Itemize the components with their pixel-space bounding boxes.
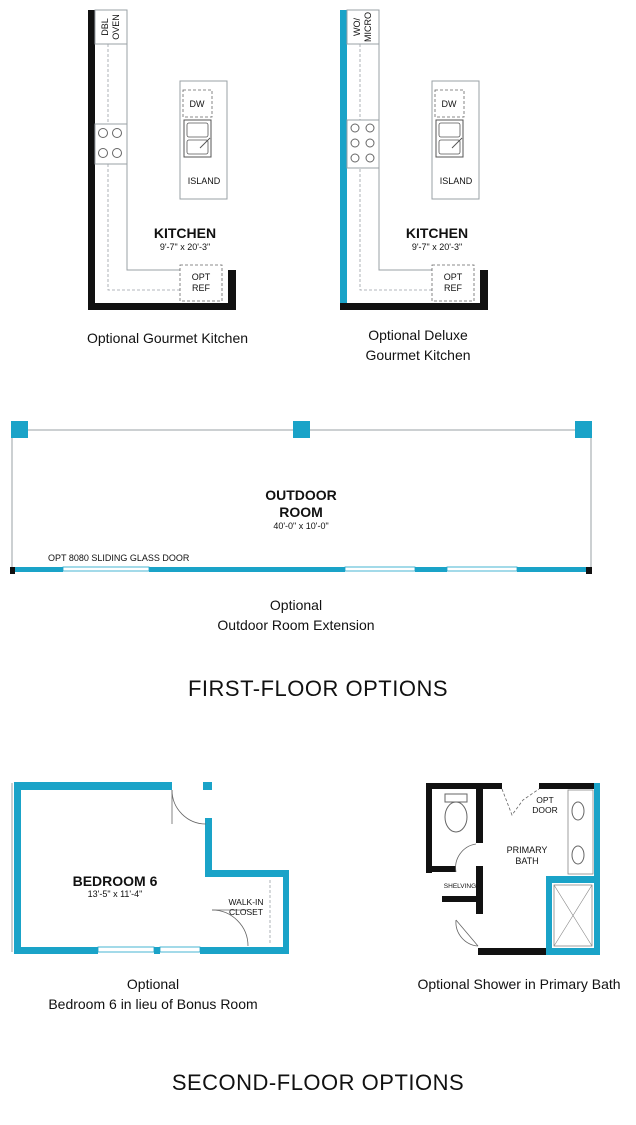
outdoor-room-caption [176,595,416,635]
bedroom-south-wall [200,947,289,954]
closet-north-wall [205,870,289,877]
bedroom-6-plan [12,782,289,954]
bedroom-east-wall [205,818,212,870]
toilet-door-swing-icon [456,844,476,872]
toilet-room-south-wall [426,866,456,872]
bedroom-6-caption [20,974,286,1014]
outdoor-room-plan [10,421,592,574]
column-post [293,421,310,438]
deluxe-kitchen-caption [320,325,516,365]
kitchen-west-wall [88,10,95,310]
toilet-tank [445,794,467,802]
double-oven-label-1: DBL [100,18,110,36]
wall-end [586,567,592,574]
gourmet-kitchen-caption: Optional Gourmet Kitchen [86,330,249,346]
wall-oven-label-1: WO/ [352,18,362,36]
bedroom-north-wall-stub [203,782,212,790]
kitchen-title: KITCHEN [405,225,469,241]
bath-south-wall [478,948,546,955]
dishwasher-label: DW [441,99,457,109]
wall-oven-label-2: MICRO [363,12,373,42]
kitchen-size: 9'-7" x 20'-3" [411,242,463,252]
door-swing-icon [172,790,206,824]
second-floor-options-title: SECOND-FLOOR OPTIONS [171,1070,465,1095]
toilet-icon [445,802,467,832]
kitchen-size: 9'-7" x 20'-3" [159,242,211,252]
closet-label-1: WALK-IN [228,897,264,907]
outdoor-room-caption-line-2: Outdoor Room Extension [217,617,375,633]
sliding-glass-door [63,567,149,571]
bedroom-south-wall [14,947,98,954]
opt-door-label-2: DOOR [532,805,558,815]
primary-bath-title-2: BATH [515,856,539,866]
outdoor-room-title-1: OUTDOOR [265,487,337,503]
window [345,567,415,571]
bedroom-6-caption-line-1: Optional [126,976,180,992]
kitchen-south-wall [88,303,236,310]
primary-bath-caption: Optional Shower in Primary Bath [417,976,621,992]
primary-bath-title-1: PRIMARY [506,845,548,855]
shelving-south-wall [442,896,483,902]
primary-bath-plan [426,783,600,955]
bath-east-wall [594,783,600,955]
optional-refrigerator-label-1: OPT [443,272,463,282]
kitchen-west-wall-highlight [340,10,347,310]
bedroom-title: BEDROOM 6 [72,873,158,889]
sliding-door-label: OPT 8080 SLIDING GLASS DOOR [48,553,190,563]
outdoor-wall-segment [149,567,345,572]
bedroom-south-wall [154,947,160,954]
window [160,947,200,952]
kitchen-title: KITCHEN [153,225,217,241]
optional-refrigerator-label-2: REF [444,283,462,293]
outdoor-wall-segment [15,567,63,572]
kitchen-east-wall-stub [480,270,488,310]
optional-refrigerator-label-1: OPT [191,272,211,282]
island-label: ISLAND [439,176,473,186]
deluxe-kitchen-caption-line-1: Optional Deluxe [368,327,468,343]
island-label: ISLAND [187,176,221,186]
toilet-room-wall [476,783,483,843]
bath-west-wall [426,783,432,873]
wall-end [10,567,15,574]
outdoor-wall-segment [517,567,586,572]
deluxe-kitchen-plan [340,10,488,310]
outdoor-room-title-2: ROOM [279,504,323,520]
double-oven-label-2: OVEN [111,14,121,40]
bath-north-wall [426,783,502,789]
column-post [575,421,592,438]
dishwasher-label: DW [189,99,205,109]
bedroom-size: 13'-5" x 11'-4" [87,889,143,899]
optional-refrigerator-label-2: REF [192,283,210,293]
shelving-label: SHELVING [443,883,477,890]
kitchen-east-wall-stub [228,270,236,310]
upper-cabinet-line [108,44,180,290]
outdoor-room-size: 40'-0" x 10'-0" [273,521,329,531]
outdoor-room-caption-line-1: Optional [269,597,323,613]
bedroom-west-wall [14,782,21,954]
bath-north-wall [539,783,595,789]
window [447,567,517,571]
kitchen-south-wall [340,303,488,310]
outdoor-wall-segment [415,567,447,572]
window [98,947,154,952]
shower-north-wall [546,876,600,883]
column-post [11,421,28,438]
closet-east-wall [283,870,289,954]
bedroom-6-caption-line-2: Bedroom 6 in lieu of Bonus Room [48,996,258,1012]
first-floor-options-title: FIRST-FLOOR OPTIONS [187,676,449,701]
shelving-wall [476,866,483,914]
shower-south-wall [546,948,600,955]
opt-door-label-1: OPT [536,795,554,805]
closet-label-2: CLOSET [228,907,264,917]
gourmet-kitchen-plan [88,10,236,310]
shower-west-wall [546,876,552,955]
deluxe-kitchen-caption-line-2: Gourmet Kitchen [365,347,471,363]
bedroom-north-wall [14,782,172,790]
